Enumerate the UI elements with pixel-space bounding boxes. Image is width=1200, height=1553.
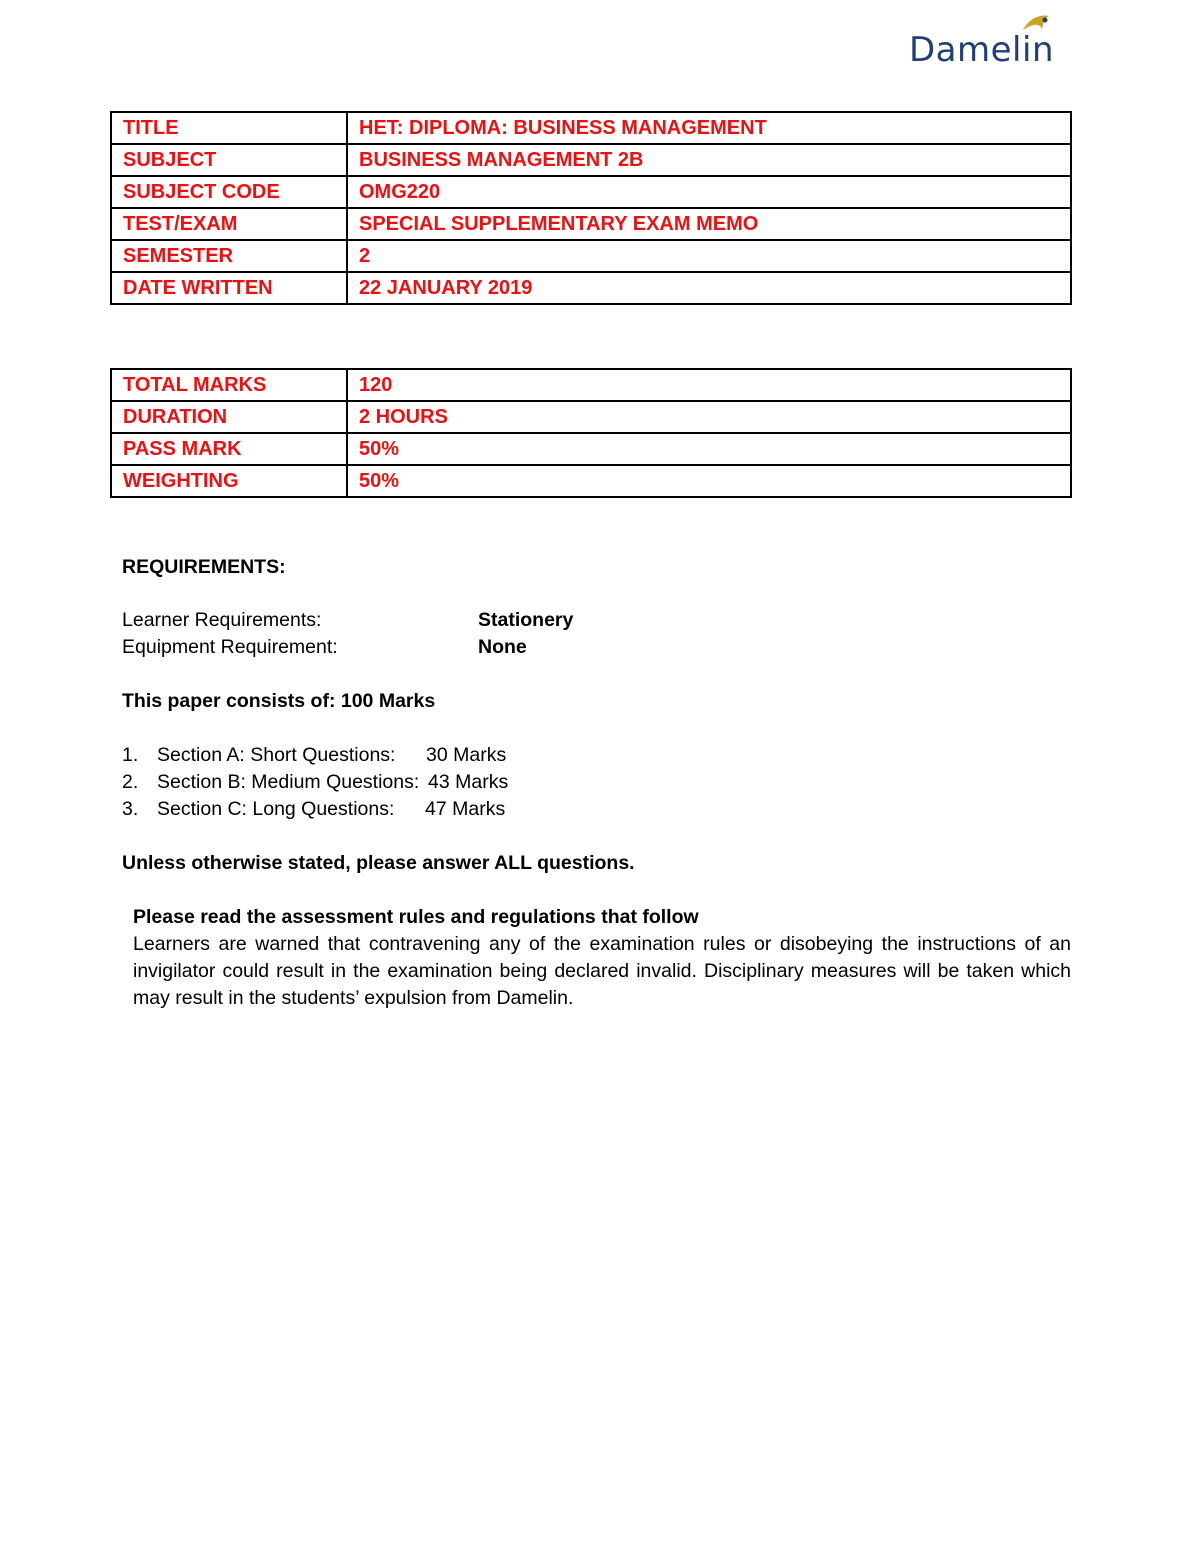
requirements-list [122,607,722,661]
section-label: Section B: Medium Questions: [157,771,420,793]
table-value: HET: DIPLOMA: BUSINESS MANAGEMENT [347,112,1071,144]
table-row [111,369,1071,401]
table-key: SUBJECT [111,144,347,176]
logo-text: Damelin [909,30,1054,70]
table-value: 22 JANUARY 2019 [347,272,1071,304]
table-value: SPECIAL SUPPLEMENTARY EXAM MEMO [347,208,1071,240]
list-item [122,742,722,769]
section-label: Section C: Long Questions: [157,798,395,820]
table-row [111,208,1071,240]
table-value: 50% [347,465,1071,497]
section-marks: 43 Marks [428,771,509,793]
table-value: 120 [347,369,1071,401]
list-item [122,796,722,823]
rules-body: Learners are warned that contravening any of the examination rules or disobeying the instructions of an invigilator could result in the examination being declared invalid. Disciplinary measures will be taken which may result in the students’ expulsion from Damelin. [133,933,1071,1009]
answer-instruction: Unless otherwise stated, please answer ALL questions. [122,852,635,874]
section-label: Section A: Short Questions: [157,744,396,766]
table-row [111,144,1071,176]
table-value: 2 [347,240,1071,272]
equipment-requirement-label: Equipment Requirement: [122,636,338,658]
learner-requirement-value: Stationery [478,609,574,631]
table-row [111,176,1071,208]
exam-info-table [110,111,1072,305]
table-row [111,272,1071,304]
list-number: 3. [122,798,139,820]
table-key: TOTAL MARKS [111,369,347,401]
equipment-requirement-row [122,634,722,661]
learner-requirement-label: Learner Requirements: [122,609,322,631]
list-number: 2. [122,771,139,793]
section-marks: 30 Marks [426,744,507,766]
section-marks: 47 Marks [425,798,506,820]
learner-requirement-row [122,607,722,634]
rules-block [133,904,1071,1012]
marks-table [110,368,1072,498]
rules-heading: Please read the assessment rules and regulations that follow [133,906,699,928]
sections-list [122,742,722,823]
list-item [122,769,722,796]
table-key: SEMESTER [111,240,347,272]
table-key: DATE WRITTEN [111,272,347,304]
table-value: 2 HOURS [347,401,1071,433]
equipment-requirement-value: None [478,636,527,658]
table-key: SUBJECT CODE [111,176,347,208]
damelin-logo [905,8,1075,72]
table-row [111,401,1071,433]
table-value: OMG220 [347,176,1071,208]
table-value: BUSINESS MANAGEMENT 2B [347,144,1071,176]
paper-consists-of: This paper consists of: 100 Marks [122,690,436,712]
table-key: DURATION [111,401,347,433]
table-key: TEST/EXAM [111,208,347,240]
table-key: TITLE [111,112,347,144]
table-row [111,240,1071,272]
table-key: PASS MARK [111,433,347,465]
table-value: 50% [347,433,1071,465]
requirements-heading: REQUIREMENTS: [122,556,286,578]
table-row [111,433,1071,465]
table-key: WEIGHTING [111,465,347,497]
table-row [111,112,1071,144]
table-row [111,465,1071,497]
list-number: 1. [122,744,139,766]
